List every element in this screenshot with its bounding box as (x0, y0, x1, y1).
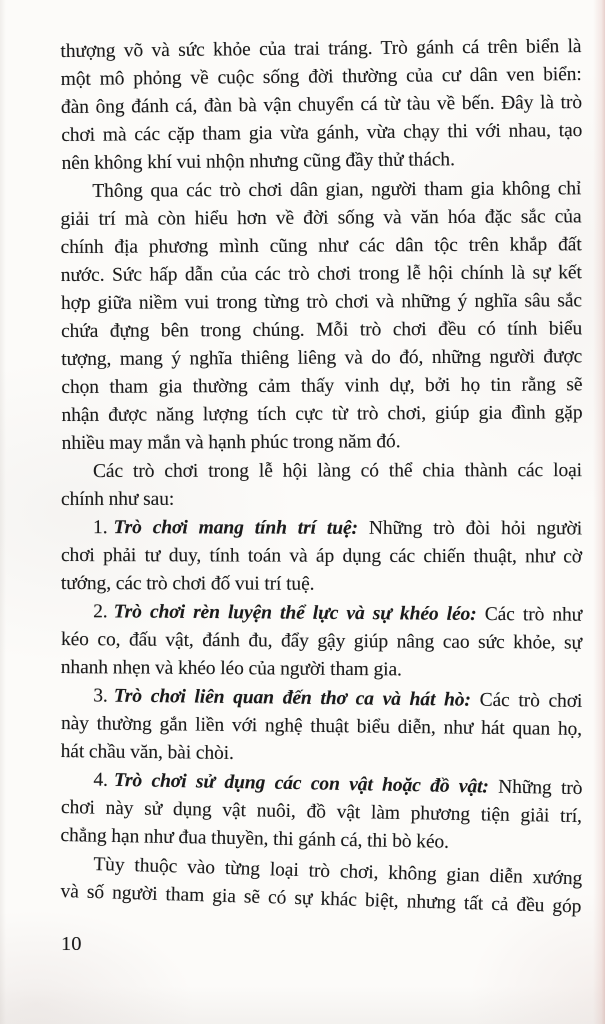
list-item-heading: Trò chơi mang tính trí tuệ: (113, 517, 358, 539)
list-item-heading: Trò chơi liên quan đến thơ ca và hát hò: (113, 685, 471, 711)
text-line (61, 654, 582, 686)
body-text: chẳng hạn như đua thuyền, thi gánh cá, thi bò kéo. (60, 824, 450, 853)
body-text: chính như sau: (61, 488, 175, 510)
text-line (61, 542, 582, 571)
body-text: chơi mà các cặp tham gia vừa gánh, vừa chạy thi với nhau, tạo (61, 119, 583, 146)
text-line (61, 570, 582, 599)
text-line (61, 399, 582, 430)
body-text: kéo co, đấu vật, đánh đu, đẩy gậy giúp nâng cao sức khỏe, sự (60, 629, 583, 654)
body-text: nên không khí vui nhộn nhưng cũng đầy thử thách. (61, 149, 455, 174)
text-line (61, 457, 582, 486)
paragraph (61, 514, 582, 599)
body-text: đàn ông đánh cá, đàn bà vận chuyển cá từ tàu về bến. Đây là trò (60, 91, 583, 118)
body-text: tướng, các trò chơi đố vui trí tuệ. (60, 572, 315, 595)
body-text: chính địa phương mình cũng như các dân tộc trên khắp đất (60, 234, 582, 259)
scan-edge-shadow-bottom (0, 986, 605, 1024)
body-text: chọn tham gia thường cảm thấy vinh dự, bởi họ tin rằng sẽ (61, 374, 583, 398)
body-text: Những trò (488, 776, 583, 800)
text-line (61, 598, 582, 630)
text-line (60, 175, 581, 206)
body-text: Tùy thuộc vào từng loại trò chơi, không gian diễn xướng (93, 853, 583, 890)
list-item-heading: Trò chơi sử dụng các con vật hoặc đồ vật: (113, 769, 489, 798)
text-line (61, 626, 582, 658)
text-line (62, 427, 583, 458)
text-line (61, 231, 582, 262)
paragraph (61, 457, 582, 514)
text-line (61, 485, 582, 514)
text-line (61, 343, 582, 374)
list-item-number: 4. (93, 769, 109, 791)
scan-edge-shadow-right (593, 0, 605, 1024)
scan-edge-shadow-left (0, 0, 6, 1024)
paragraph (60, 766, 582, 859)
body-text: nhanh nhẹn và khéo léo của người tham gia. (60, 656, 402, 681)
body-text: thượng võ và sức khỏe của trai tráng. Trò gánh cá trên biển là (60, 36, 582, 63)
paragraph (60, 175, 582, 458)
text-line (60, 203, 581, 234)
body-text: nhận được năng lượng tích cực từ trò chơi, giúp gia đình gặp (61, 402, 583, 426)
body-text: nhiều may mắn và hạnh phúc trong năm đó. (61, 431, 401, 454)
list-item-number: 3. (93, 685, 108, 707)
text-line (61, 514, 582, 543)
text-line (61, 145, 582, 178)
body-text: hát chầu văn, bài chòi. (60, 740, 234, 764)
body-text: này thường gắn liền với nghệ thuật biểu diễn, như hát quan họ, (60, 713, 583, 740)
page-text-block (60, 36, 583, 918)
text-line (61, 259, 582, 290)
body-text: Thông qua các trò chơi dân gian, người tham gia không chỉ (92, 178, 582, 202)
text-line (61, 371, 582, 402)
body-text: một mô phỏng về cuộc sống đời thường của cư dân ven biển: (60, 64, 582, 91)
paragraph (60, 850, 582, 921)
body-text: Những trò đòi hỏi người (357, 517, 583, 540)
text-line (61, 315, 582, 346)
list-item-number: 1. (93, 517, 108, 539)
body-text: Các trò như (476, 603, 583, 626)
paragraph (61, 598, 583, 686)
body-text: và số người tham gia sẽ có sự khác biệt, nhưng tất cả đều góp (60, 880, 582, 918)
body-text: tượng, mang ý nghĩa thiêng liêng và do đó, những người được (61, 346, 583, 370)
paragraph (60, 33, 582, 178)
body-text: chơi này sử dụng vật nuôi, đồ vật làm phương tiện giải trí, (60, 797, 583, 828)
body-text: chơi phải tư duy, tính toán và áp dụng các chiến thuật, như cờ (60, 545, 583, 568)
text-line (61, 287, 582, 318)
body-text: hợp giữa niềm vui trong từng trò chơi và những ý nghĩa sâu sắc (60, 290, 582, 315)
list-item-heading: Trò chơi rèn luyện thể lực và sự khéo léo: (113, 601, 477, 625)
body-text: nước. Sức hấp dẫn của các trò chơi trong lễ hội chính là sự kết (60, 262, 582, 287)
paragraph (61, 682, 583, 772)
text-line (61, 117, 582, 150)
body-text: Các trò chơi trong lễ hội làng có thể chia thành các loại (92, 460, 582, 482)
body-text: chứa đựng bên trong chúng. Mỗi trò chơi đều có tính biểu (61, 318, 583, 342)
body-text: giải trí mà còn hiểu hơn về đời sống và văn hóa đặc sắc của (60, 206, 582, 231)
list-item-number: 2. (93, 601, 108, 623)
page-number: 10 (61, 933, 82, 955)
body-text: Các trò chơi (470, 689, 583, 712)
